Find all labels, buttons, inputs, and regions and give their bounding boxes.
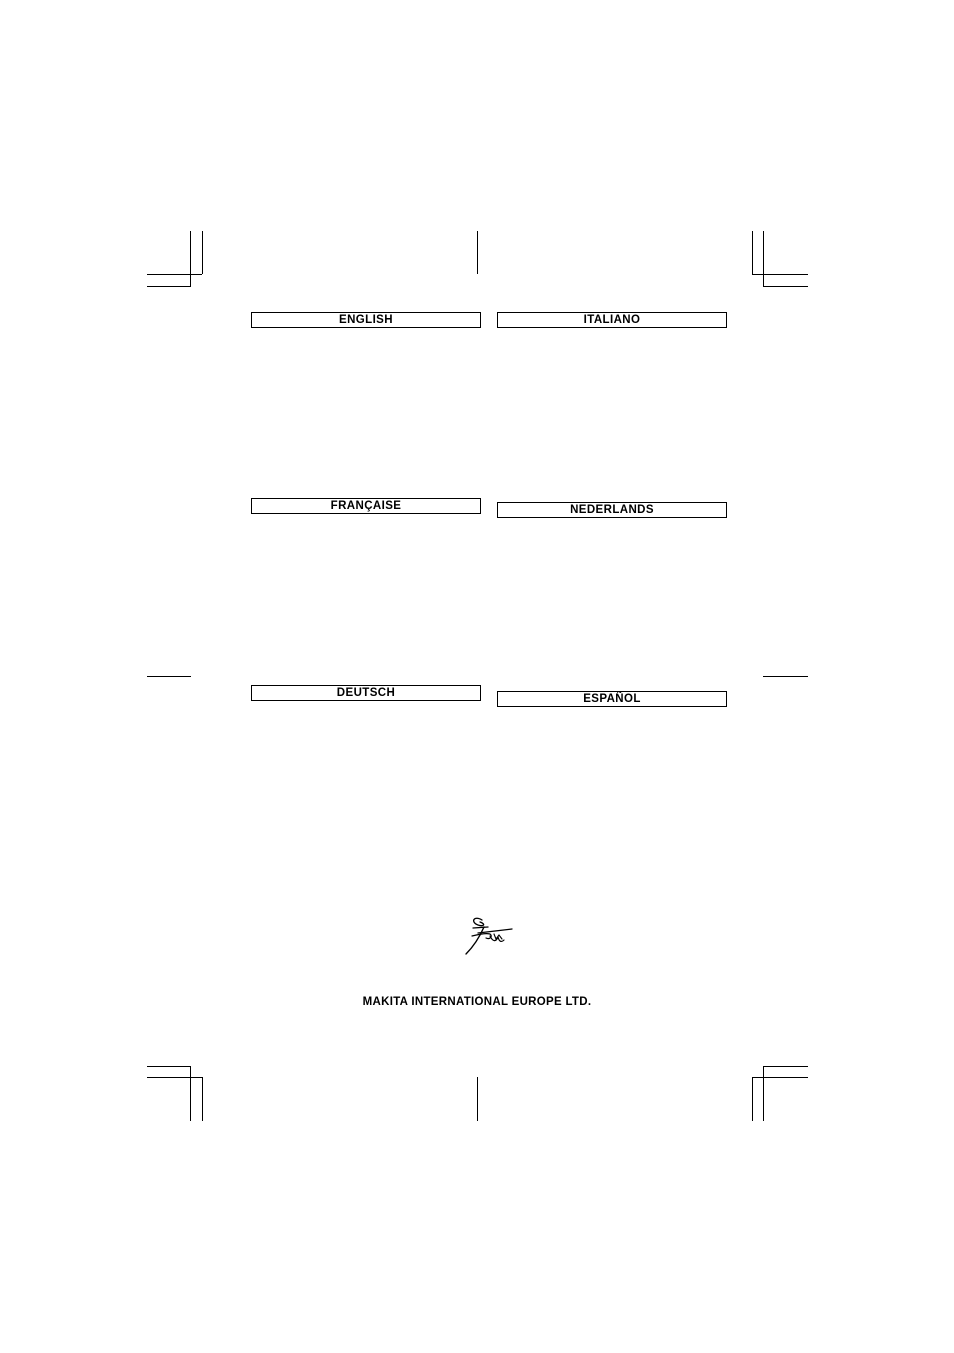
- section-header-deutsch: DEUTSCH: [251, 685, 481, 701]
- crop-mark: [763, 1066, 808, 1067]
- signature: [460, 912, 516, 958]
- crop-mark: [477, 231, 478, 274]
- crop-mark: [752, 1077, 753, 1121]
- crop-mark: [147, 676, 191, 677]
- section-header-espanol: ESPAÑOL: [497, 691, 727, 707]
- section-header-english: ENGLISH: [251, 312, 481, 328]
- crop-mark: [752, 1077, 808, 1078]
- crop-mark: [202, 231, 203, 274]
- crop-mark: [763, 676, 808, 677]
- crop-mark: [147, 1066, 191, 1067]
- crop-mark: [752, 231, 753, 274]
- company-name: MAKITA INTERNATIONAL EUROPE LTD.: [362, 996, 592, 1008]
- crop-mark: [190, 1066, 191, 1121]
- crop-mark: [147, 286, 191, 287]
- crop-mark: [190, 231, 191, 286]
- crop-mark: [763, 286, 808, 287]
- crop-mark: [147, 1077, 202, 1078]
- crop-mark: [202, 1077, 203, 1121]
- crop-mark: [147, 274, 202, 275]
- crop-mark: [752, 274, 808, 275]
- section-header-italiano: ITALIANO: [497, 312, 727, 328]
- crop-mark: [477, 1077, 478, 1121]
- section-header-nederlands: NEDERLANDS: [497, 502, 727, 518]
- crop-mark: [763, 1066, 764, 1121]
- crop-mark: [763, 231, 764, 286]
- section-header-francaise: FRANÇAISE: [251, 498, 481, 514]
